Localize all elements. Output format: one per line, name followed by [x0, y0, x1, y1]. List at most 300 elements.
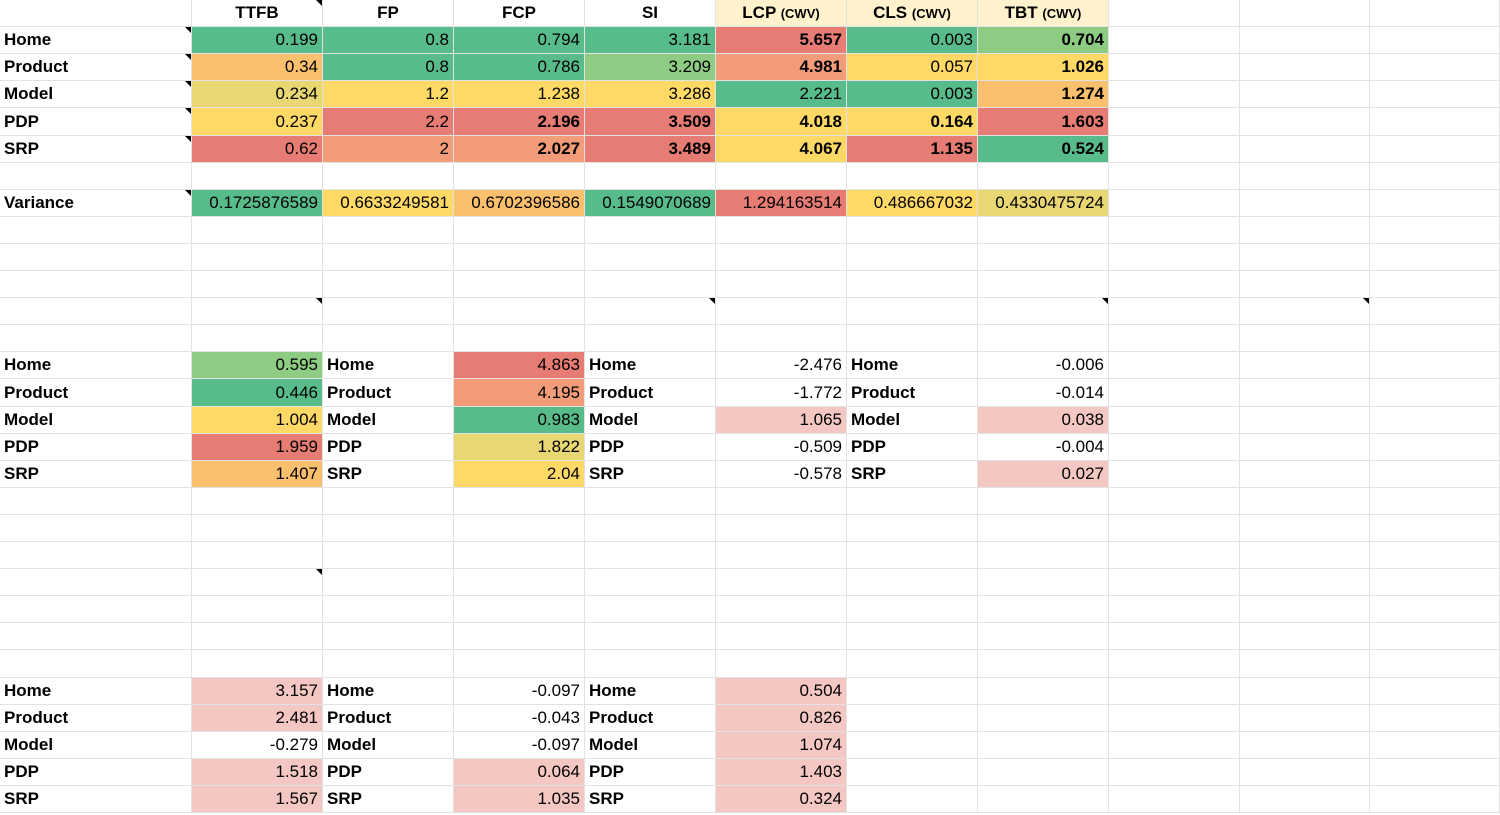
- empty-cell[interactable]: [1240, 217, 1370, 244]
- block3-label[interactable]: Home: [323, 678, 454, 705]
- block3-value-cell[interactable]: -0.043: [454, 705, 585, 732]
- empty-cell[interactable]: [716, 325, 847, 352]
- block2-label[interactable]: Home: [847, 352, 978, 379]
- empty-cell[interactable]: [1370, 569, 1500, 596]
- cell-note-indicator-icon[interactable]: [709, 298, 715, 304]
- empty-cell[interactable]: [1109, 488, 1240, 515]
- empty-cell[interactable]: [1109, 461, 1240, 488]
- empty-cell[interactable]: [1370, 54, 1500, 81]
- block2-label[interactable]: Product: [0, 379, 192, 407]
- empty-cell[interactable]: [585, 217, 716, 244]
- empty-cell[interactable]: [1109, 759, 1240, 786]
- empty-cell[interactable]: [323, 244, 454, 271]
- empty-cell[interactable]: [323, 325, 454, 352]
- empty-cell[interactable]: [0, 623, 192, 650]
- empty-cell[interactable]: [1109, 434, 1240, 461]
- empty-cell[interactable]: [1109, 163, 1240, 190]
- empty-cell[interactable]: [716, 515, 847, 542]
- empty-cell[interactable]: [0, 650, 192, 678]
- metric-value-cell[interactable]: 2: [323, 136, 454, 163]
- empty-cell[interactable]: [1240, 81, 1370, 108]
- metric-value-cell[interactable]: 0.237: [192, 108, 323, 136]
- empty-cell[interactable]: [716, 488, 847, 515]
- empty-cell[interactable]: [847, 298, 978, 325]
- metric-value-cell[interactable]: 1.026: [978, 54, 1109, 81]
- empty-cell[interactable]: [585, 596, 716, 623]
- col-header-ttfb[interactable]: [192, 0, 323, 27]
- empty-cell[interactable]: [978, 678, 1109, 705]
- col-header-cls[interactable]: [847, 0, 978, 27]
- empty-cell[interactable]: [1240, 54, 1370, 81]
- empty-cell[interactable]: [323, 623, 454, 650]
- empty-cell[interactable]: [1109, 244, 1240, 271]
- metric-value-cell[interactable]: 1.274: [978, 81, 1109, 108]
- empty-cell[interactable]: [1370, 732, 1500, 759]
- variance-value-cell[interactable]: 1.294163514: [716, 190, 847, 217]
- empty-cell[interactable]: [716, 623, 847, 650]
- empty-cell[interactable]: [716, 217, 847, 244]
- empty-cell[interactable]: [978, 488, 1109, 515]
- empty-cell[interactable]: [1370, 136, 1500, 163]
- empty-cell[interactable]: [847, 325, 978, 352]
- empty-cell[interactable]: [1370, 163, 1500, 190]
- empty-cell[interactable]: [454, 542, 585, 569]
- empty-cell[interactable]: [1370, 298, 1500, 325]
- row-label[interactable]: Model: [0, 81, 192, 108]
- empty-cell[interactable]: [978, 515, 1109, 542]
- block2-label[interactable]: Home: [323, 352, 454, 379]
- cell-note-indicator-icon[interactable]: [185, 108, 191, 114]
- empty-cell[interactable]: [1240, 542, 1370, 569]
- empty-cell[interactable]: [1240, 108, 1370, 136]
- empty-cell[interactable]: [192, 163, 323, 190]
- empty-cell[interactable]: [323, 217, 454, 244]
- empty-cell[interactable]: [847, 678, 978, 705]
- empty-cell[interactable]: [1240, 732, 1370, 759]
- empty-cell[interactable]: [585, 515, 716, 542]
- block3-value-cell[interactable]: 1.403: [716, 759, 847, 786]
- block2-label[interactable]: Model: [323, 407, 454, 434]
- variance-value-cell[interactable]: 0.1725876589: [192, 190, 323, 217]
- block2-label[interactable]: PDP: [0, 434, 192, 461]
- empty-cell[interactable]: [1240, 623, 1370, 650]
- block2-value-cell[interactable]: 1.822: [454, 434, 585, 461]
- empty-cell[interactable]: [0, 325, 192, 352]
- metric-value-cell[interactable]: 3.509: [585, 108, 716, 136]
- empty-cell[interactable]: [454, 298, 585, 325]
- block2-label[interactable]: SRP: [847, 461, 978, 488]
- metric-value-cell[interactable]: 2.221: [716, 81, 847, 108]
- empty-cell[interactable]: [192, 298, 323, 325]
- block3-value-cell[interactable]: -0.097: [454, 678, 585, 705]
- metric-value-cell[interactable]: 2.196: [454, 108, 585, 136]
- empty-cell[interactable]: [1370, 244, 1500, 271]
- cell-note-indicator-icon[interactable]: [1102, 298, 1108, 304]
- empty-cell[interactable]: [847, 569, 978, 596]
- empty-cell[interactable]: [1240, 569, 1370, 596]
- block3-value-cell[interactable]: 0.064: [454, 759, 585, 786]
- empty-cell[interactable]: [978, 325, 1109, 352]
- metric-value-cell[interactable]: 0.234: [192, 81, 323, 108]
- empty-cell[interactable]: [1240, 27, 1370, 54]
- empty-cell[interactable]: [1240, 298, 1370, 325]
- empty-cell[interactable]: [1109, 407, 1240, 434]
- block3-value-cell[interactable]: 1.035: [454, 786, 585, 813]
- empty-cell[interactable]: [1109, 298, 1240, 325]
- metric-value-cell[interactable]: 0.524: [978, 136, 1109, 163]
- empty-cell[interactable]: [1109, 0, 1240, 27]
- block3-label[interactable]: SRP: [585, 786, 716, 813]
- empty-cell[interactable]: [0, 488, 192, 515]
- empty-cell[interactable]: [1370, 0, 1500, 27]
- empty-cell[interactable]: [1240, 678, 1370, 705]
- empty-cell[interactable]: [1370, 190, 1500, 217]
- block3-label[interactable]: Home: [0, 678, 192, 705]
- empty-cell[interactable]: [454, 488, 585, 515]
- cell-note-indicator-icon[interactable]: [185, 27, 191, 33]
- block2-value-cell[interactable]: 0.446: [192, 379, 323, 407]
- metric-value-cell[interactable]: 1.2: [323, 81, 454, 108]
- empty-cell[interactable]: [454, 325, 585, 352]
- metric-value-cell[interactable]: 4.067: [716, 136, 847, 163]
- empty-cell[interactable]: [585, 542, 716, 569]
- empty-cell[interactable]: [1370, 786, 1500, 813]
- metric-value-cell[interactable]: 0.794: [454, 27, 585, 54]
- empty-cell[interactable]: [1370, 27, 1500, 54]
- empty-cell[interactable]: [192, 623, 323, 650]
- block3-value-cell[interactable]: -0.097: [454, 732, 585, 759]
- empty-cell[interactable]: [192, 542, 323, 569]
- metric-value-cell[interactable]: 0.8: [323, 54, 454, 81]
- empty-cell[interactable]: [978, 271, 1109, 298]
- empty-cell[interactable]: [978, 298, 1109, 325]
- metric-value-cell[interactable]: 4.981: [716, 54, 847, 81]
- empty-cell[interactable]: [847, 650, 978, 678]
- block3-label[interactable]: Model: [585, 732, 716, 759]
- cell-note-indicator-icon[interactable]: [185, 136, 191, 142]
- empty-cell[interactable]: [192, 325, 323, 352]
- empty-cell[interactable]: [1370, 650, 1500, 678]
- empty-cell[interactable]: [978, 217, 1109, 244]
- empty-cell[interactable]: [1240, 488, 1370, 515]
- cell-note-indicator-icon[interactable]: [185, 190, 191, 196]
- empty-cell[interactable]: [1109, 271, 1240, 298]
- empty-cell[interactable]: [1109, 623, 1240, 650]
- row-label[interactable]: Home: [0, 27, 192, 54]
- empty-cell[interactable]: [585, 650, 716, 678]
- empty-cell[interactable]: [1240, 325, 1370, 352]
- block3-label[interactable]: Model: [323, 732, 454, 759]
- block3-value-cell[interactable]: 1.074: [716, 732, 847, 759]
- empty-cell[interactable]: [847, 623, 978, 650]
- empty-cell[interactable]: [978, 705, 1109, 732]
- cell-note-indicator-icon[interactable]: [185, 54, 191, 60]
- metric-value-cell[interactable]: 0.057: [847, 54, 978, 81]
- block2-label[interactable]: SRP: [0, 461, 192, 488]
- cell-note-indicator-icon[interactable]: [316, 0, 322, 6]
- empty-cell[interactable]: [1370, 434, 1500, 461]
- empty-cell[interactable]: [323, 163, 454, 190]
- block3-label[interactable]: PDP: [323, 759, 454, 786]
- block3-value-cell[interactable]: 3.157: [192, 678, 323, 705]
- block3-value-cell[interactable]: 0.826: [716, 705, 847, 732]
- metric-value-cell[interactable]: 1.238: [454, 81, 585, 108]
- empty-cell[interactable]: [0, 0, 192, 27]
- empty-cell[interactable]: [1240, 786, 1370, 813]
- empty-cell[interactable]: [716, 244, 847, 271]
- empty-cell[interactable]: [1109, 325, 1240, 352]
- empty-cell[interactable]: [1109, 108, 1240, 136]
- empty-cell[interactable]: [192, 488, 323, 515]
- empty-cell[interactable]: [847, 488, 978, 515]
- block3-label[interactable]: Home: [585, 678, 716, 705]
- cell-note-indicator-icon[interactable]: [316, 298, 322, 304]
- empty-cell[interactable]: [847, 596, 978, 623]
- empty-cell[interactable]: [716, 596, 847, 623]
- block2-label[interactable]: Model: [585, 407, 716, 434]
- block2-label[interactable]: Product: [847, 379, 978, 407]
- empty-cell[interactable]: [1109, 217, 1240, 244]
- block2-value-cell[interactable]: -0.509: [716, 434, 847, 461]
- empty-cell[interactable]: [1109, 705, 1240, 732]
- row-label[interactable]: SRP: [0, 136, 192, 163]
- empty-cell[interactable]: [1109, 678, 1240, 705]
- empty-cell[interactable]: [1240, 596, 1370, 623]
- empty-cell[interactable]: [585, 325, 716, 352]
- block2-label[interactable]: Product: [323, 379, 454, 407]
- empty-cell[interactable]: [1109, 27, 1240, 54]
- metric-value-cell[interactable]: 0.786: [454, 54, 585, 81]
- metric-value-cell[interactable]: 0.704: [978, 27, 1109, 54]
- empty-cell[interactable]: [1109, 81, 1240, 108]
- empty-cell[interactable]: [978, 650, 1109, 678]
- empty-cell[interactable]: [454, 217, 585, 244]
- empty-cell[interactable]: [978, 569, 1109, 596]
- block3-value-cell[interactable]: 1.567: [192, 786, 323, 813]
- metric-value-cell[interactable]: 2.2: [323, 108, 454, 136]
- empty-cell[interactable]: [847, 732, 978, 759]
- block2-value-cell[interactable]: 1.065: [716, 407, 847, 434]
- block2-value-cell[interactable]: -0.578: [716, 461, 847, 488]
- metric-value-cell[interactable]: 1.603: [978, 108, 1109, 136]
- block3-value-cell[interactable]: 0.504: [716, 678, 847, 705]
- empty-cell[interactable]: [1109, 569, 1240, 596]
- empty-cell[interactable]: [585, 298, 716, 325]
- empty-cell[interactable]: [716, 569, 847, 596]
- block2-label[interactable]: SRP: [585, 461, 716, 488]
- metric-value-cell[interactable]: 0.62: [192, 136, 323, 163]
- empty-cell[interactable]: [1240, 136, 1370, 163]
- metric-value-cell[interactable]: 5.657: [716, 27, 847, 54]
- metric-value-cell[interactable]: 0.34: [192, 54, 323, 81]
- row-label[interactable]: Product: [0, 54, 192, 81]
- block2-value-cell[interactable]: 0.983: [454, 407, 585, 434]
- empty-cell[interactable]: [716, 542, 847, 569]
- col-header-si[interactable]: [585, 0, 716, 27]
- empty-cell[interactable]: [847, 759, 978, 786]
- metric-value-cell[interactable]: 0.199: [192, 27, 323, 54]
- block2-value-cell[interactable]: 1.407: [192, 461, 323, 488]
- empty-cell[interactable]: [192, 271, 323, 298]
- empty-cell[interactable]: [1240, 190, 1370, 217]
- empty-cell[interactable]: [978, 542, 1109, 569]
- cell-note-indicator-icon[interactable]: [1363, 298, 1369, 304]
- empty-cell[interactable]: [847, 786, 978, 813]
- empty-cell[interactable]: [585, 623, 716, 650]
- empty-cell[interactable]: [1240, 759, 1370, 786]
- block2-value-cell[interactable]: 4.195: [454, 379, 585, 407]
- empty-cell[interactable]: [323, 515, 454, 542]
- empty-cell[interactable]: [847, 271, 978, 298]
- empty-cell[interactable]: [454, 650, 585, 678]
- col-header-lcp[interactable]: [716, 0, 847, 27]
- empty-cell[interactable]: [1109, 650, 1240, 678]
- metric-value-cell[interactable]: 0.003: [847, 27, 978, 54]
- empty-cell[interactable]: [454, 596, 585, 623]
- empty-cell[interactable]: [1370, 515, 1500, 542]
- metric-value-cell[interactable]: 1.135: [847, 136, 978, 163]
- empty-cell[interactable]: [323, 650, 454, 678]
- empty-cell[interactable]: [1370, 678, 1500, 705]
- block2-label[interactable]: SRP: [323, 461, 454, 488]
- block2-label[interactable]: Model: [0, 407, 192, 434]
- empty-cell[interactable]: [1240, 271, 1370, 298]
- empty-cell[interactable]: [1370, 271, 1500, 298]
- empty-cell[interactable]: [1370, 488, 1500, 515]
- block2-value-cell[interactable]: 4.863: [454, 352, 585, 379]
- empty-cell[interactable]: [1370, 352, 1500, 379]
- empty-cell[interactable]: [192, 244, 323, 271]
- block2-label[interactable]: PDP: [585, 434, 716, 461]
- variance-value-cell[interactable]: 0.1549070689: [585, 190, 716, 217]
- block2-value-cell[interactable]: 2.04: [454, 461, 585, 488]
- empty-cell[interactable]: [323, 596, 454, 623]
- empty-cell[interactable]: [1240, 0, 1370, 27]
- empty-cell[interactable]: [847, 515, 978, 542]
- empty-cell[interactable]: [1109, 732, 1240, 759]
- block3-label[interactable]: PDP: [585, 759, 716, 786]
- empty-cell[interactable]: [585, 271, 716, 298]
- block3-value-cell[interactable]: 2.481: [192, 705, 323, 732]
- empty-cell[interactable]: [1109, 352, 1240, 379]
- empty-cell[interactable]: [1370, 705, 1500, 732]
- empty-cell[interactable]: [454, 569, 585, 596]
- empty-cell[interactable]: [1370, 596, 1500, 623]
- empty-cell[interactable]: [0, 569, 192, 596]
- empty-cell[interactable]: [1109, 190, 1240, 217]
- empty-cell[interactable]: [1370, 217, 1500, 244]
- block3-label[interactable]: PDP: [0, 759, 192, 786]
- variance-value-cell[interactable]: 0.6702396586: [454, 190, 585, 217]
- metric-value-cell[interactable]: 0.003: [847, 81, 978, 108]
- empty-cell[interactable]: [1240, 650, 1370, 678]
- block2-label[interactable]: Home: [585, 352, 716, 379]
- empty-cell[interactable]: [1240, 461, 1370, 488]
- empty-cell[interactable]: [192, 596, 323, 623]
- metric-value-cell[interactable]: 0.164: [847, 108, 978, 136]
- empty-cell[interactable]: [1370, 108, 1500, 136]
- empty-cell[interactable]: [323, 569, 454, 596]
- empty-cell[interactable]: [1370, 461, 1500, 488]
- variance-value-cell[interactable]: 0.4330475724: [978, 190, 1109, 217]
- row-label[interactable]: PDP: [0, 108, 192, 136]
- block2-value-cell[interactable]: 1.959: [192, 434, 323, 461]
- block2-value-cell[interactable]: -1.772: [716, 379, 847, 407]
- empty-cell[interactable]: [454, 163, 585, 190]
- metric-value-cell[interactable]: 3.209: [585, 54, 716, 81]
- empty-cell[interactable]: [323, 542, 454, 569]
- block2-label[interactable]: PDP: [323, 434, 454, 461]
- empty-cell[interactable]: [192, 217, 323, 244]
- empty-cell[interactable]: [847, 705, 978, 732]
- empty-cell[interactable]: [1109, 786, 1240, 813]
- empty-cell[interactable]: [1370, 542, 1500, 569]
- metric-value-cell[interactable]: 3.489: [585, 136, 716, 163]
- empty-cell[interactable]: [978, 759, 1109, 786]
- empty-cell[interactable]: [1240, 515, 1370, 542]
- empty-cell[interactable]: [1240, 244, 1370, 271]
- empty-cell[interactable]: [978, 732, 1109, 759]
- empty-cell[interactable]: [1109, 54, 1240, 81]
- block2-value-cell[interactable]: 0.038: [978, 407, 1109, 434]
- empty-cell[interactable]: [454, 515, 585, 542]
- metric-value-cell[interactable]: 3.286: [585, 81, 716, 108]
- empty-cell[interactable]: [1240, 352, 1370, 379]
- empty-cell[interactable]: [0, 596, 192, 623]
- empty-cell[interactable]: [1370, 325, 1500, 352]
- empty-cell[interactable]: [1370, 623, 1500, 650]
- empty-cell[interactable]: [847, 244, 978, 271]
- empty-cell[interactable]: [1240, 434, 1370, 461]
- empty-cell[interactable]: [1109, 379, 1240, 407]
- metric-value-cell[interactable]: 4.018: [716, 108, 847, 136]
- empty-cell[interactable]: [0, 217, 192, 244]
- empty-cell[interactable]: [0, 271, 192, 298]
- variance-value-cell[interactable]: 0.486667032: [847, 190, 978, 217]
- block2-value-cell[interactable]: -0.006: [978, 352, 1109, 379]
- empty-cell[interactable]: [716, 298, 847, 325]
- empty-cell[interactable]: [1370, 407, 1500, 434]
- block3-label[interactable]: SRP: [323, 786, 454, 813]
- metric-value-cell[interactable]: 2.027: [454, 136, 585, 163]
- block2-label[interactable]: Home: [0, 352, 192, 379]
- empty-cell[interactable]: [1240, 379, 1370, 407]
- empty-cell[interactable]: [978, 623, 1109, 650]
- empty-cell[interactable]: [1370, 379, 1500, 407]
- empty-cell[interactable]: [585, 244, 716, 271]
- empty-cell[interactable]: [0, 244, 192, 271]
- block3-label[interactable]: Product: [0, 705, 192, 732]
- block2-label[interactable]: Product: [585, 379, 716, 407]
- empty-cell[interactable]: [1109, 596, 1240, 623]
- block3-label[interactable]: Product: [585, 705, 716, 732]
- block3-value-cell[interactable]: 1.518: [192, 759, 323, 786]
- empty-cell[interactable]: [847, 163, 978, 190]
- block2-value-cell[interactable]: 0.595: [192, 352, 323, 379]
- block3-label[interactable]: SRP: [0, 786, 192, 813]
- block2-label[interactable]: Model: [847, 407, 978, 434]
- variance-value-cell[interactable]: 0.6633249581: [323, 190, 454, 217]
- col-header-fcp[interactable]: [454, 0, 585, 27]
- empty-cell[interactable]: [585, 569, 716, 596]
- empty-cell[interactable]: [716, 650, 847, 678]
- empty-cell[interactable]: [192, 650, 323, 678]
- block3-label[interactable]: Product: [323, 705, 454, 732]
- block2-value-cell[interactable]: 0.027: [978, 461, 1109, 488]
- empty-cell[interactable]: [323, 298, 454, 325]
- metric-value-cell[interactable]: 0.8: [323, 27, 454, 54]
- variance-label[interactable]: Variance: [0, 190, 192, 217]
